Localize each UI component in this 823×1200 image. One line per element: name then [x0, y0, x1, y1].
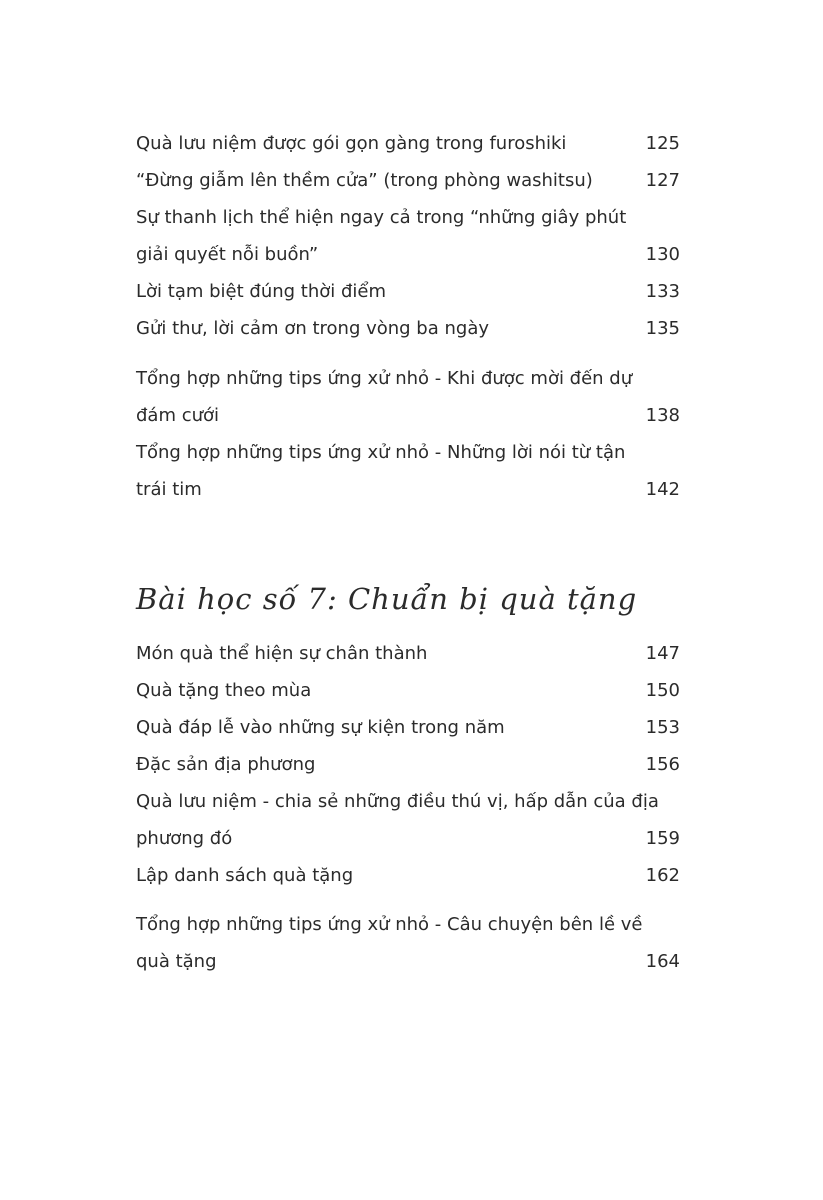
toc-entry-page: 130: [645, 244, 680, 265]
toc-entry: [136, 906, 680, 943]
toc-entry: [136, 783, 680, 820]
toc-entry-page: 159: [645, 828, 680, 849]
toc-entry-page: 133: [645, 281, 680, 302]
toc-entry-page: 127: [645, 170, 680, 191]
toc-entry-title: đám cưới: [136, 405, 220, 426]
toc-entry-title: Lập danh sách quà tặng: [136, 865, 354, 886]
toc-entry-page: 162: [645, 865, 680, 886]
toc-entry-title: Tổng hợp những tips ứng xử nhỏ - Khi được mời đến dự: [136, 368, 633, 389]
toc-entry-title: trái tim: [136, 479, 202, 500]
toc-entry: [136, 360, 680, 397]
toc-entry-title: Quà lưu niệm được gói gọn gàng trong furoshiki: [136, 133, 567, 154]
toc-entry-page: 138: [645, 405, 680, 426]
toc-entry-title: phương đó: [136, 828, 233, 849]
toc-entry-title: Gửi thư, lời cảm ơn trong vòng ba ngày: [136, 318, 490, 339]
toc-entry-title: Quà đáp lễ vào những sự kiện trong năm: [136, 717, 505, 738]
toc-entry-page: 135: [645, 318, 680, 339]
toc-entry-title: Sự thanh lịch thể hiện ngay cả trong “những giây phút: [136, 207, 627, 228]
toc-entry-page: 156: [645, 754, 680, 775]
toc-entry: [136, 820, 680, 857]
toc-entry: [136, 199, 680, 236]
toc-entry: [136, 857, 680, 894]
toc-block-2: [136, 360, 680, 508]
toc-entry-title: Tổng hợp những tips ứng xử nhỏ - Những lời nói từ tận: [136, 442, 626, 463]
toc-entry-title: giải quyết nỗi buồn”: [136, 244, 319, 265]
toc-block-3: [136, 635, 680, 894]
toc-entry: [136, 709, 680, 746]
toc-entry: [136, 471, 680, 508]
toc-entry-page: 147: [645, 643, 680, 664]
toc-entry: [136, 672, 680, 709]
toc-entry-title: Món quà thể hiện sự chân thành: [136, 643, 428, 664]
toc-entry: [136, 125, 680, 162]
toc-entry-page: 164: [645, 951, 680, 972]
section-heading: Bài học số 7: Chuẩn bị quà tặng: [136, 582, 638, 616]
toc-entry: [136, 236, 680, 273]
toc-entry-title: Đặc sản địa phương: [136, 754, 316, 775]
toc-entry-title: Quà lưu niệm - chia sẻ những điều thú vị, hấp dẫn của địa: [136, 791, 659, 812]
toc-entry: [136, 635, 680, 672]
toc-entry: [136, 273, 680, 310]
toc-entry-title: quà tặng: [136, 951, 217, 972]
toc-entry: [136, 943, 680, 980]
toc-block-1: [136, 125, 680, 347]
toc-entry-page: 125: [645, 133, 680, 154]
toc-entry-title: “Đừng giẫm lên thềm cửa” (trong phòng washitsu): [136, 170, 593, 191]
toc-entry: [136, 434, 680, 471]
toc-entry-title: Quà tặng theo mùa: [136, 680, 312, 701]
toc-entry-page: 142: [645, 479, 680, 500]
toc-entry-title: Tổng hợp những tips ứng xử nhỏ - Câu chuyện bên lề về: [136, 914, 643, 935]
toc-entry: [136, 310, 680, 347]
toc-entry-page: 150: [645, 680, 680, 701]
toc-entry: [136, 397, 680, 434]
toc-entry: [136, 746, 680, 783]
toc-entry: [136, 162, 680, 199]
toc-entry-page: 153: [645, 717, 680, 738]
toc-block-4: [136, 906, 680, 980]
toc-entry-title: Lời tạm biệt đúng thời điểm: [136, 281, 387, 302]
